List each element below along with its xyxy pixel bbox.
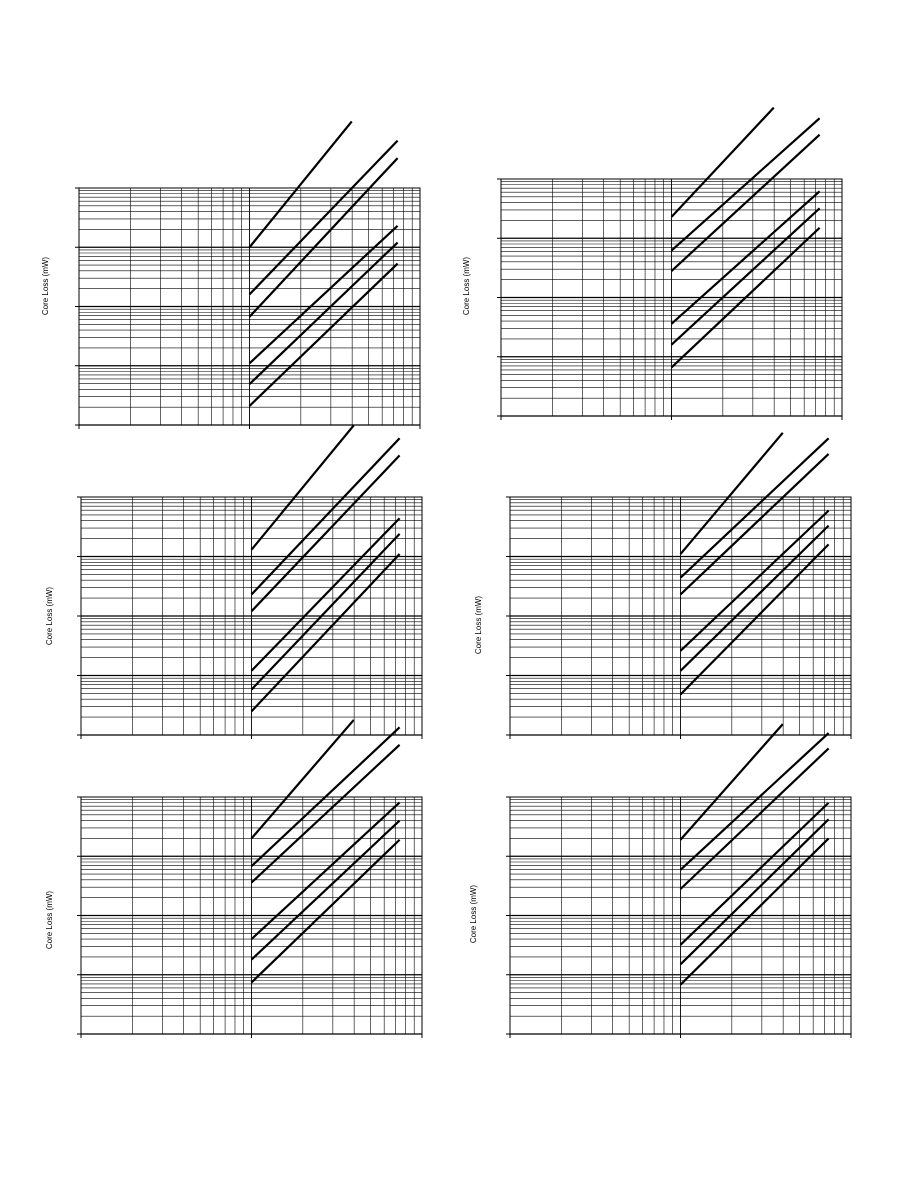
y-axis-label: Core Loss (mW) xyxy=(41,256,50,316)
y-axis-label: Core Loss (mW) xyxy=(45,890,54,950)
series-line-5 xyxy=(250,243,398,385)
core-loss-chart-1 xyxy=(75,121,420,429)
y-axis-label: Core Loss (mW) xyxy=(45,586,54,646)
series-line-4 xyxy=(681,511,829,651)
series-line-3 xyxy=(681,454,829,595)
series-line-6 xyxy=(681,544,829,694)
core-loss-chart-3 xyxy=(77,425,422,739)
series-line-2 xyxy=(250,141,398,295)
y-axis-label: Core Loss (mW) xyxy=(469,884,478,944)
series-line-5 xyxy=(672,208,820,344)
core-loss-chart-4 xyxy=(506,433,851,739)
series-line-2 xyxy=(252,438,400,594)
core-loss-chart-6 xyxy=(506,724,851,1038)
series-line-4 xyxy=(681,803,829,945)
series-line-6 xyxy=(252,554,400,711)
series-line-4 xyxy=(252,802,400,939)
series-line-5 xyxy=(252,821,400,960)
y-axis-label: Core Loss (mW) xyxy=(474,595,483,655)
series-line-5 xyxy=(252,534,400,690)
series-line-4 xyxy=(252,518,400,671)
series-line-3 xyxy=(681,748,829,889)
series-line-6 xyxy=(250,264,398,406)
series-line-3 xyxy=(250,158,398,317)
series-line-4 xyxy=(672,191,820,323)
core-loss-chart-5 xyxy=(77,720,422,1038)
series-line-6 xyxy=(681,838,829,984)
core-loss-chart-2 xyxy=(497,108,842,420)
y-axis-label: Core Loss (mW) xyxy=(462,256,471,316)
series-line-5 xyxy=(681,819,829,964)
series-line-2 xyxy=(681,733,829,870)
